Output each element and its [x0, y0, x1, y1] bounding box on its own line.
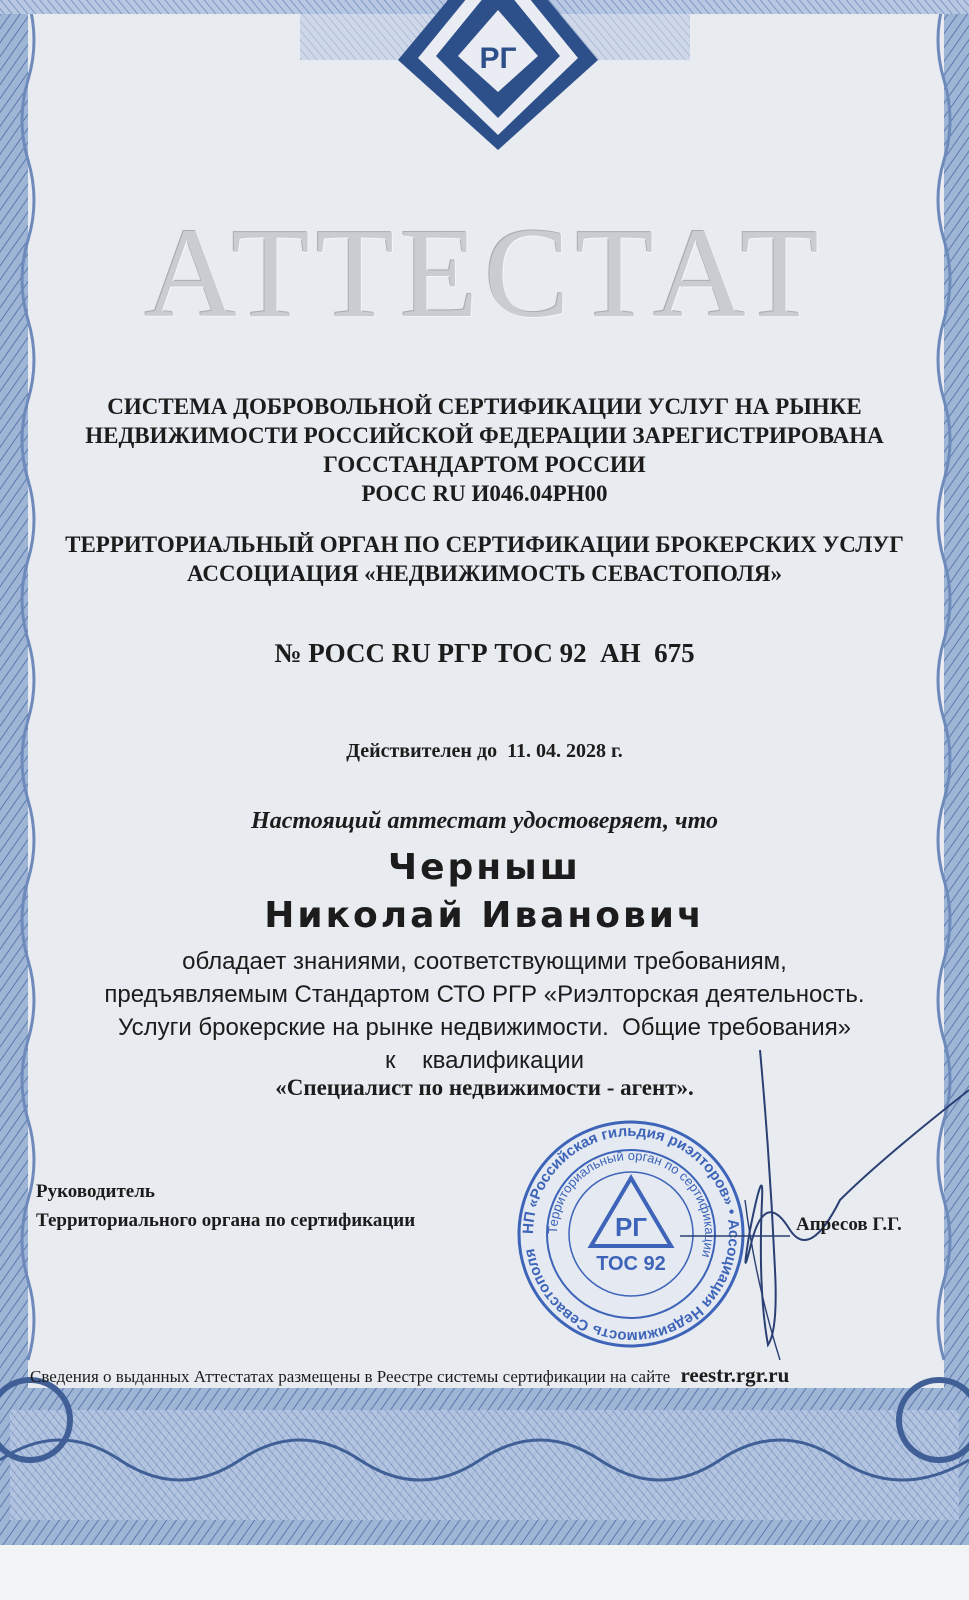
holder-given-names: Николай Иванович: [264, 895, 705, 936]
requirements-line: Услуги брокерские на рынке недвижимости. Общие требования»: [117, 1014, 852, 1041]
stamp-inner-text: Территориальный орган по сертификации: [544, 1147, 718, 1260]
signatory-name: Апресов Г.Г.: [796, 1214, 902, 1235]
organ-block: [0, 530, 969, 588]
photo-margin: [0, 1545, 969, 1600]
system-block: [0, 392, 969, 508]
signatory-title-line: Руководитель: [36, 1181, 155, 1202]
stamp-code: ТОС 92: [596, 1253, 666, 1275]
stamp-outer-text: НП «Российская гильдия риэлторов» • Ассоциация Недвижимость Севастополя: [519, 1122, 743, 1346]
requirements-line: предъявляемым Стандартом СТО РГР «Риэлторская деятельность.: [104, 981, 865, 1008]
system-line: СИСТЕМА ДОБРОВОЛЬНОЙ СЕРТИФИКАЦИИ УСЛУГ НА РЫНКЕ: [107, 394, 862, 419]
qualification-title: «Специалист по недвижимости - агент».: [275, 1075, 694, 1100]
system-line: РОСС RU И046.04РН00: [361, 481, 608, 506]
handwritten-signature: [640, 1040, 969, 1360]
rgr-logo-icon: [388, 0, 608, 150]
system-line: ГОССТАНДАРТОМ РОССИИ: [323, 452, 646, 477]
signatory-title: [36, 1177, 415, 1235]
registry-footer: [30, 1363, 789, 1388]
requirements-line: к квалификации: [385, 1047, 584, 1074]
footer-text: Сведения о выданных Аттестатах размещены в Реестре системы сертификации на сайте: [30, 1367, 671, 1386]
requirements-line: обладает знаниями, соответствующими требованиям,: [182, 948, 787, 975]
system-line: НЕДВИЖИМОСТИ РОССИЙСКОЙ ФЕДЕРАЦИИ ЗАРЕГИСТРИРОВАНА: [85, 423, 884, 448]
certifies-text: Настоящий аттестат удостоверяет, что: [251, 808, 718, 834]
organ-line: ТЕРРИТОРИАЛЬНЫЙ ОРГАН ПО СЕРТИФИКАЦИИ БРОКЕРСКИХ УСЛУГ: [65, 532, 904, 557]
watermark-title: АТТЕСТАТ: [144, 202, 825, 344]
holder-surname: Черныш: [388, 847, 581, 888]
registry-site: reestr.rgr.ru: [680, 1363, 790, 1387]
organ-line: АССОЦИАЦИЯ «НЕДВИЖИМОСТЬ СЕВАСТОПОЛЯ»: [186, 561, 783, 586]
logo-letters: РГ: [479, 42, 517, 75]
certificate-number: № РОСС RU РГР ТОС 92 АН 675: [274, 638, 695, 668]
stamp-letters: РГ: [614, 1212, 648, 1242]
valid-until: Действителен до 11. 04. 2028 г.: [346, 740, 623, 762]
signatory-title-line: Территориального органа по сертификации: [36, 1210, 416, 1231]
